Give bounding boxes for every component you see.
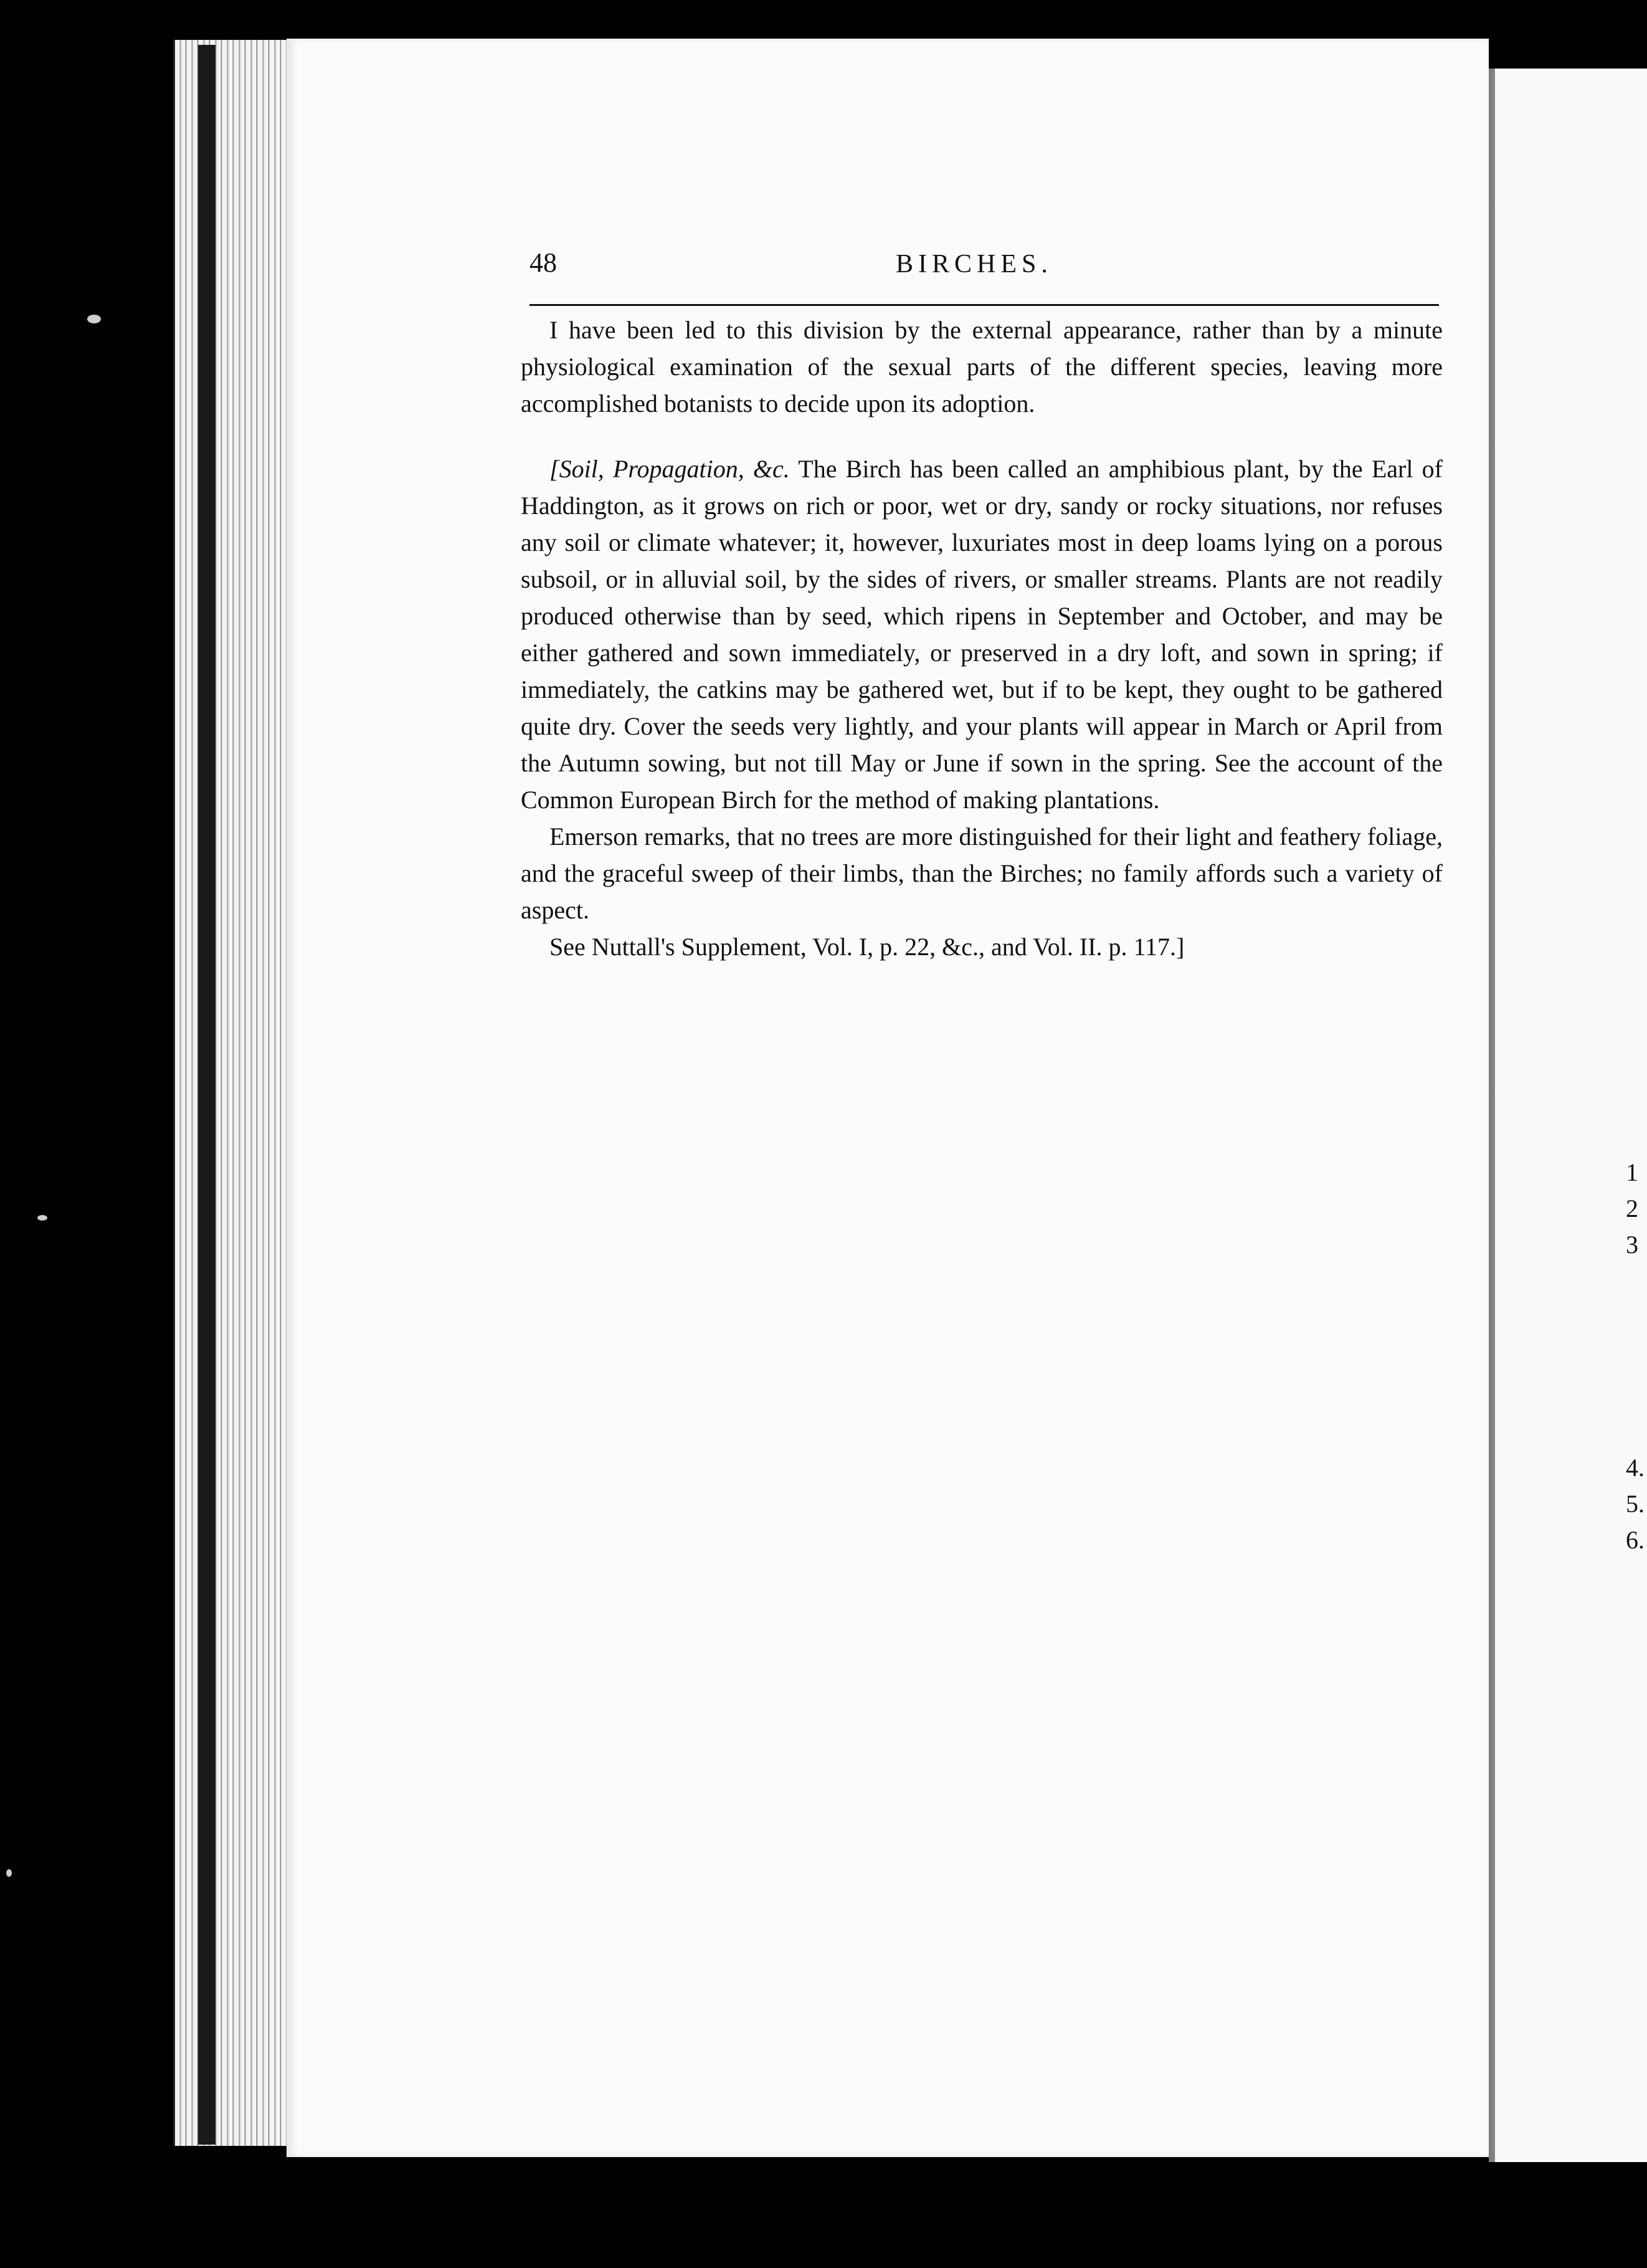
facing-page: [1495, 69, 1647, 2162]
scan-speck: [6, 1869, 12, 1877]
paragraph: See Nuttall's Supplement, Vol. I, p. 22, &c., and Vol. II. p. 117.]: [549, 933, 1185, 961]
paragraph: I have been led to this division by the external appearance, rather than by a minute physiological examination of the sexual parts of the different species, leaving more accomplished botanists to decide upon its adoption.: [521, 316, 1443, 417]
facing-page-numeral: 1: [1626, 1158, 1638, 1186]
page-header: [529, 247, 1439, 284]
facing-page-numeral: 4.: [1626, 1454, 1645, 1482]
page-edges: [173, 40, 293, 2146]
facing-page-numeral: 3: [1626, 1231, 1638, 1259]
scan-speck: [87, 315, 101, 323]
paragraph-text: The Birch has been called an amphibious plant, by the Earl of Haddington, as it grows on rich or poor, wet or dry, sandy or rocky situations, nor refuses any soil or climate whatever; it, however, luxuriates most in deep loams lying on a porous subsoil, or in alluvial soil, by the sides of rivers, or smaller streams. Plants are not readily produced otherwise than by seed, which ripens in September and October, and may be either gathered and sown immediately, or preserved in a dry loft, and sown in spring; if immediately, the catkins may be gathered wet, but if to be kept, they ought to be gathered quite dry. Cover the seeds very lightly, and your plants will appear in March or April from the Autumn sowing, but not till May or June if sown in the spring. See the account of the Common European Birch for the method of making plantations.: [521, 455, 1443, 814]
running-head: BIRCHES.: [896, 250, 1053, 279]
page-number: 48: [529, 247, 557, 278]
facing-page-numeral: 2: [1626, 1194, 1638, 1222]
body-text: [521, 312, 1443, 965]
paragraph: [521, 450, 1443, 818]
book-spine-shadow: [198, 45, 216, 2145]
facing-page-numeral: 5.: [1626, 1490, 1645, 1518]
italic-lead: [Soil, Propagation, &c.: [549, 455, 790, 483]
paragraph: Emerson remarks, that no trees are more distinguished for their light and feathery foliage, and the graceful sweep of their limbs, than the Birches; no family affords such a variety of aspect.: [521, 822, 1443, 924]
header-rule: [529, 304, 1439, 306]
scan-speck: [37, 1215, 47, 1221]
facing-page-numeral: 6.: [1626, 1526, 1645, 1554]
